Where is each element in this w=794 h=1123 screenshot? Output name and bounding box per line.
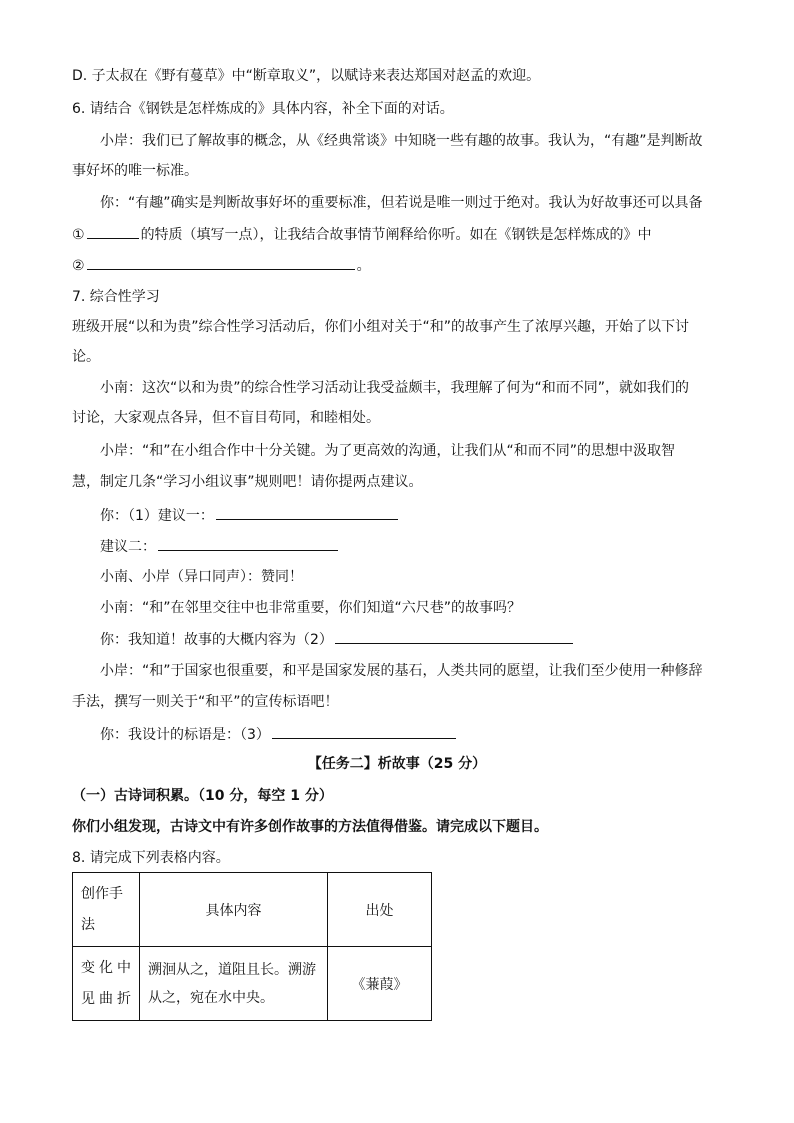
section-1-instruction: 你们小组发现，古诗文中有许多创作故事的方法值得借鉴。请完成以下题目。 (72, 819, 548, 835)
story-content-line (100, 629, 575, 650)
task-2-heading: 【任务二】析故事（25 分） (307, 756, 487, 772)
dialogue-chorus: 小南、小岸（异口同声）：赞同！ (100, 569, 303, 585)
question-7-title: 7. 综合性学习 (72, 289, 160, 305)
suggestion-2-line (100, 536, 340, 557)
dialogue-xiaoan-2: 小岸：“和”在小组合作中十分关键。为了更高效的沟通，让我们从“和而不同”的思想中汲取智 (100, 443, 676, 459)
table-header-content: 具体内容 (140, 873, 328, 947)
slogan-blank[interactable] (272, 724, 456, 739)
suggestion-1-blank[interactable] (216, 505, 398, 520)
poetry-table (72, 872, 432, 1021)
table-cell-content: 溯洄从之，道阻且长。溯游从之，宛在水中央。 (140, 947, 328, 1021)
section-1-heading: （一）古诗词积累。（10 分，每空 1 分） (72, 788, 333, 804)
slogan-line (100, 724, 458, 745)
dialogue-you-1: 你：“有趣”确实是判断故事好坏的重要标准，但若说是唯一则过于绝对。我认为好故事还可以具备 (100, 195, 703, 211)
suggestion-2-blank[interactable] (158, 536, 338, 551)
dialogue-xiaonan-1: 小南：这次“以和为贵”的综合性学习活动让我受益颇丰，我理解了何为“和而不同”，就如我们的 (100, 380, 690, 396)
table-header-source: 出处 (328, 873, 432, 947)
blank-2[interactable] (87, 255, 355, 270)
table-header-row (73, 873, 432, 947)
question-6-title: 6. 请结合《钢铁是怎样炼成的》具体内容，补全下面的对话。 (72, 101, 454, 117)
table-row (73, 947, 432, 1021)
suggestion-1-label: 你：（1）建议一： (100, 508, 214, 524)
answer-line-2 (72, 255, 371, 276)
suggestion-1-line (100, 505, 400, 526)
dialogue-xiaoan-3-cont: 手法，撰写一则关于“和平”的宣传标语吧！ (72, 694, 339, 710)
activity-intro: 班级开展“以和为贵”综合性学习活动后，你们小组对关于“和”的故事产生了浓厚兴趣，开始了以下讨 (72, 319, 690, 335)
suggestion-2-label: 建议二： (100, 539, 156, 555)
answer-line-2-end: 。 (356, 258, 371, 274)
dialogue-xiaonan-1-cont: 讨论，大家观点各异，但不盲目苟同，和睦相处。 (72, 410, 380, 426)
answer-line-1-text: 的特质（填写一点），让我结合故事情节阐释给你听。如在《钢铁是怎样炼成的》中 (140, 227, 652, 243)
circle-2-label: ② (72, 258, 85, 274)
story-content-blank[interactable] (335, 629, 573, 644)
blank-1[interactable] (87, 224, 139, 239)
circle-1-label: ① (72, 227, 85, 243)
activity-intro-cont: 论。 (72, 349, 100, 365)
dialogue-xiaonan-2: 小南：“和”在邻里交往中也非常重要，你们知道“六尺巷”的故事吗？ (100, 600, 522, 616)
dialogue-xiaoan-1-cont: 事好坏的唯一标准。 (72, 163, 198, 179)
question-8-title: 8. 请完成下列表格内容。 (72, 850, 230, 866)
dialogue-xiaoan-1: 小岸：我们已了解故事的概念，从《经典常谈》中知晓一些有趣的故事。我认为，“有趣”是判断故 (100, 133, 703, 149)
slogan-label: 你：我设计的标语是：（3） (100, 727, 270, 743)
table-header-method: 创作手法 (73, 873, 140, 947)
table-cell-source: 《蒹葭》 (328, 947, 432, 1021)
dialogue-xiaoan-2-cont: 慧，制定几条“学习小组议事”规则吧！请你提两点建议。 (72, 474, 423, 490)
answer-line-1 (72, 224, 652, 245)
story-content-label: 你：我知道！故事的大概内容为（2） (100, 632, 333, 648)
option-d-text: D. 子太叔在《野有蔓草》中“断章取义”，以赋诗来表达郑国对赵孟的欢迎。 (72, 68, 541, 84)
dialogue-xiaoan-3: 小岸：“和”于国家也很重要，和平是国家发展的基石，人类共同的愿望，让我们至少使用一种修辞 (100, 663, 703, 679)
table-cell-method: 变化中见曲折 (73, 947, 140, 1021)
